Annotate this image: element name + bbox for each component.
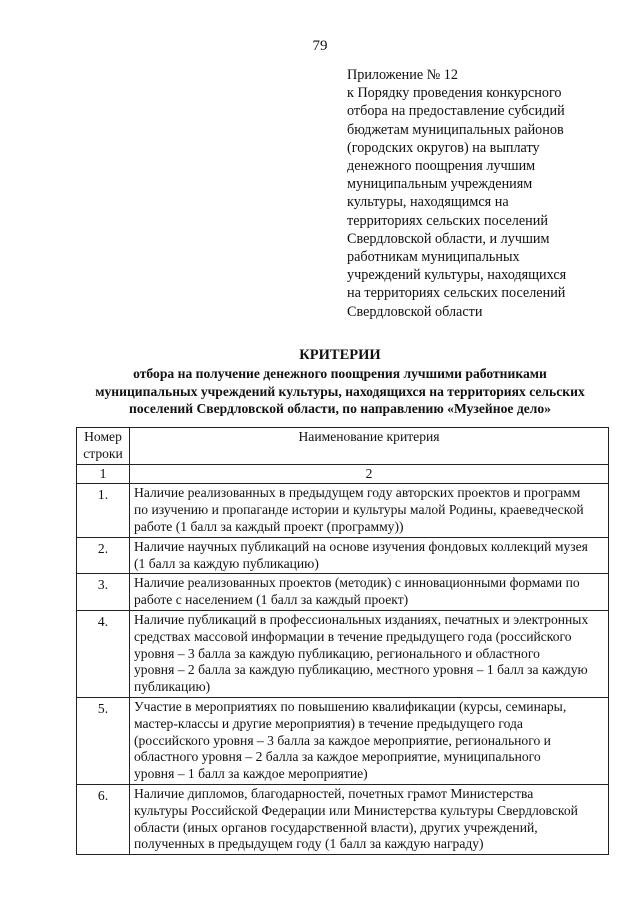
- criterion-line: Участие в мероприятиях по повышению квалификации (курсы, семинары,: [134, 698, 567, 714]
- appendix-line: на территориях сельских поселений: [347, 285, 566, 302]
- appendix-block: [347, 66, 617, 321]
- appendix-line: денежного поощрения лучшим: [347, 158, 536, 175]
- criterion-line: Наличие реализованных в предыдущем году авторских проектов и программ: [134, 485, 581, 501]
- criterion-line: (1 балл за каждую публикацию): [134, 555, 319, 571]
- header-row-number-line2: строки: [83, 445, 123, 461]
- table-row: [77, 574, 609, 611]
- criterion-line: Наличие публикаций в профессиональных изданиях, печатных и электронных: [134, 611, 589, 627]
- table-header-row: [77, 428, 609, 465]
- row-number: 2.: [77, 537, 130, 574]
- numbering-col2: 2: [130, 464, 609, 484]
- appendix-line: (городских округов) на выплату: [347, 139, 540, 156]
- appendix-line: Приложение № 12: [347, 67, 458, 83]
- appendix-line: культуры, находящимся на: [347, 194, 509, 211]
- criterion-text: [130, 484, 609, 537]
- page-number: 79: [312, 38, 328, 54]
- document-title: КРИТЕРИИ: [299, 347, 381, 363]
- row-number: 1.: [77, 484, 130, 537]
- heading-line: отбора на получение денежного поощрения лучшими работниками: [133, 366, 547, 381]
- row-number: 6.: [77, 784, 130, 854]
- table-row: [77, 484, 609, 537]
- criteria-table: [76, 427, 609, 855]
- appendix-line: Свердловской области: [347, 303, 483, 320]
- table-row: [77, 784, 609, 854]
- criterion-text: [130, 784, 609, 854]
- criterion-text: [130, 697, 609, 784]
- criterion-text: [130, 610, 609, 697]
- header-row-number-line1: Номер: [84, 429, 122, 444]
- table-numbering-row: [77, 464, 609, 484]
- criterion-line: полученных в предыдущем году (1 балл за каждую награду): [134, 836, 484, 852]
- header-row-number: [77, 428, 130, 465]
- row-number: 5.: [77, 697, 130, 784]
- criterion-line: работе (1 балл за каждый проект (программу)): [134, 518, 404, 534]
- appendix-line: территориях сельских поселений: [347, 212, 548, 229]
- appendix-line: к Порядку проведения конкурсного: [347, 85, 562, 102]
- table-row: [77, 610, 609, 697]
- row-number: 4.: [77, 610, 130, 697]
- criterion-line: уровня – 2 балла за каждую публикацию, местного уровня – 1 балл за каждую: [134, 662, 588, 678]
- criterion-line: Наличие реализованных проектов (методик) с инновационными формами по: [134, 575, 580, 591]
- criterion-line: области (иных органов государственной власти), других учреждений,: [134, 819, 538, 835]
- appendix-line: муниципальным учреждениям: [347, 176, 533, 193]
- header-criterion-name: Наименование критерия: [130, 428, 609, 465]
- table-row: [77, 537, 609, 574]
- appendix-line: работникам муниципальных: [347, 249, 520, 266]
- appendix-line: Свердловской области, и лучшим: [347, 230, 550, 247]
- criterion-line: культуры Российской Федерации или Министерства культуры Свердловской: [134, 802, 578, 818]
- criterion-line: уровня – 1 балл за каждое мероприятие): [134, 766, 368, 782]
- appendix-line: отбора на предоставление субсидий: [347, 103, 565, 120]
- criterion-line: Наличие научных публикаций на основе изучения фондовых коллекций музея: [134, 538, 588, 554]
- numbering-col1: 1: [77, 464, 130, 484]
- appendix-line: бюджетам муниципальных районов: [347, 121, 564, 138]
- criterion-line: средствах массовой информации в течение предыдущего года (российского: [134, 628, 572, 644]
- criterion-line: мастер-классы и другие мероприятия) в течение предыдущего года: [134, 715, 523, 731]
- criterion-line: уровня – 3 балла за каждую публикацию, регионального и областного: [134, 645, 540, 661]
- appendix-line: учреждений культуры, находящихся: [347, 267, 567, 284]
- criterion-line: (российского уровня – 3 балла за каждое мероприятие, регионального и: [134, 732, 551, 748]
- heading-line: поселений Свердловской области, по направлению «Музейное дело»: [129, 401, 551, 416]
- criterion-text: [130, 537, 609, 574]
- criterion-line: по изучению и пропаганде истории и культуры малой Родины, краеведческой: [134, 502, 584, 518]
- document-heading: [70, 346, 610, 418]
- criterion-line: работе с населением (1 балл за каждый проект): [134, 592, 409, 608]
- row-number: 3.: [77, 574, 130, 611]
- criterion-text: [130, 574, 609, 611]
- criterion-line: публикацию): [134, 679, 211, 695]
- criterion-line: областного уровня – 2 балла за каждое мероприятие, муниципального: [134, 749, 541, 765]
- criterion-line: Наличие дипломов, благодарностей, почетных грамот Министерства: [134, 785, 534, 801]
- table-row: [77, 697, 609, 784]
- heading-line: муниципальных учреждений культуры, находящихся на территориях сельских: [95, 383, 585, 399]
